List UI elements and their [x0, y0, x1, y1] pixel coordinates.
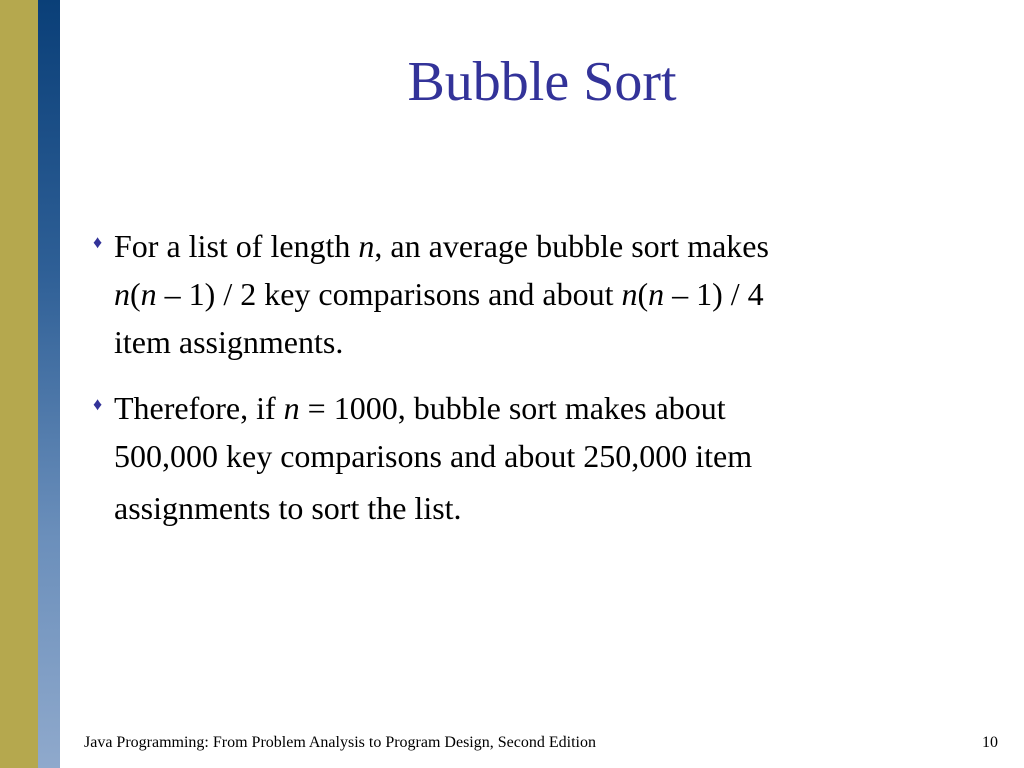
gold-side-stripe [0, 0, 38, 768]
text-run: ( [130, 276, 141, 312]
bullet-item [93, 222, 953, 366]
text-run: , an average bubble sort makes [374, 228, 769, 264]
math-variable: n [648, 276, 665, 312]
blue-side-stripe [38, 0, 60, 768]
text-run: 500,000 key comparisons and about 250,000 item [114, 438, 753, 474]
bullet-list [93, 222, 953, 536]
bullet-line [114, 432, 953, 480]
bullet-line [114, 270, 953, 318]
slide-footer: Java Programming: From Problem Analysis to Program Design, Second Edition [84, 734, 596, 751]
bullet-item [93, 384, 953, 536]
bullet-line [114, 480, 953, 536]
text-run: – 1) / 2 key comparisons and about [156, 276, 622, 312]
text-run: – 1) / 4 [664, 276, 764, 312]
slide-title-text: Bubble Sort [407, 51, 677, 113]
bullet-line [114, 318, 953, 366]
text-run: Therefore, if [114, 390, 284, 426]
diamond-bullet-icon: ♦ [93, 232, 103, 252]
slide-title [60, 52, 1024, 114]
math-variable: n [283, 390, 300, 426]
math-variable: n [140, 276, 157, 312]
bullet-line [114, 384, 953, 432]
math-variable: n [358, 228, 375, 264]
text-run: item assignments. [114, 324, 344, 360]
text-run: ( [637, 276, 649, 312]
math-variable: n [621, 276, 638, 312]
bullet-line [114, 222, 953, 270]
text-run: For a list of length [114, 228, 359, 264]
math-variable: n [114, 276, 130, 312]
diamond-bullet-icon: ♦ [93, 394, 103, 414]
text-run: assignments to sort the list. [114, 490, 462, 526]
text-run: = 1000, bubble sort makes about [299, 390, 726, 426]
page-number: 10 [982, 734, 998, 751]
